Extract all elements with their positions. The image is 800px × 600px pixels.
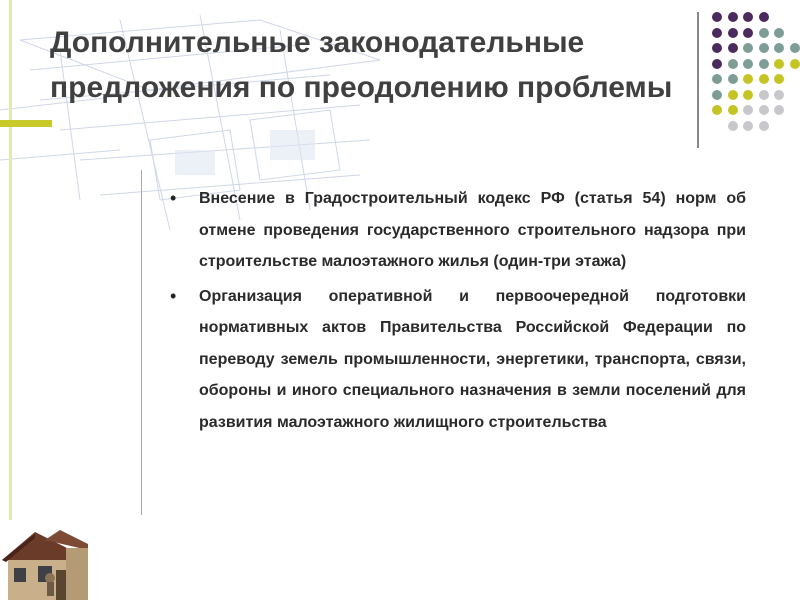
house-photo-image bbox=[0, 520, 90, 600]
bullet-item bbox=[170, 183, 746, 278]
decorative-dot bbox=[759, 12, 769, 22]
decorative-dot bbox=[743, 12, 753, 22]
decorative-dot bbox=[759, 28, 769, 38]
bullet-marker: • bbox=[170, 285, 177, 306]
decorative-dot bbox=[759, 74, 769, 84]
decorative-dot bbox=[774, 74, 784, 84]
decorative-dot bbox=[743, 74, 753, 84]
decorative-dot bbox=[774, 28, 784, 38]
title-accent-bar bbox=[0, 120, 52, 127]
decorative-dot bbox=[759, 43, 769, 53]
bullet-text: Организация оперативной и первоочередной подготовки нормативных актов Правительства Российской Федерации по переводу земель промышленности, энергетики, транспорта, связи, обороны и иного специального назначения в земли поселений для развития малоэтажного жилищного строительства bbox=[199, 287, 746, 431]
decorative-dot bbox=[743, 105, 753, 115]
decorative-dot bbox=[743, 28, 753, 38]
bullet-list bbox=[170, 183, 746, 441]
decorative-dot bbox=[712, 105, 722, 115]
decorative-dot bbox=[728, 74, 738, 84]
bullet-text: Внесение в Градостроительный кодекс РФ (статья 54) норм об отмене проведения государственного строительного надзора при строительстве малоэтажного жилья (один-три этажа) bbox=[199, 190, 746, 270]
decorative-dot bbox=[743, 121, 753, 131]
decorative-dot bbox=[728, 28, 738, 38]
decorative-dot bbox=[712, 90, 722, 100]
decorative-dot bbox=[759, 90, 769, 100]
decorative-dot bbox=[712, 28, 722, 38]
decorative-dot bbox=[728, 90, 738, 100]
decorative-dot bbox=[728, 121, 738, 131]
decorative-dot bbox=[774, 43, 784, 53]
decorative-dot bbox=[728, 43, 738, 53]
decorative-dot bbox=[759, 121, 769, 131]
left-vertical-rule bbox=[9, 0, 12, 530]
decorative-dot bbox=[728, 105, 738, 115]
decorative-dot bbox=[712, 74, 722, 84]
decorative-dot bbox=[743, 43, 753, 53]
decorative-dot bbox=[790, 43, 800, 53]
decorative-dot bbox=[712, 43, 722, 53]
decorative-dot bbox=[759, 105, 769, 115]
decorative-dot bbox=[774, 90, 784, 100]
decorative-dot bbox=[759, 59, 769, 69]
bullet-marker: • bbox=[170, 188, 177, 208]
decorative-dot bbox=[712, 59, 722, 69]
decorative-dot bbox=[728, 12, 738, 22]
decorative-dot bbox=[790, 59, 800, 69]
slide-title: Дополнительные законодательные предложения по преодолению проблемы bbox=[50, 26, 673, 104]
decorative-dot bbox=[712, 12, 722, 22]
bullet-item bbox=[170, 281, 746, 439]
decorative-dot bbox=[728, 59, 738, 69]
right-vertical-rule bbox=[697, 12, 699, 148]
decorative-dot bbox=[774, 105, 784, 115]
decorative-dot bbox=[774, 59, 784, 69]
content-vertical-rule bbox=[141, 170, 142, 515]
decorative-dot bbox=[743, 90, 753, 100]
decorative-dot bbox=[743, 59, 753, 69]
